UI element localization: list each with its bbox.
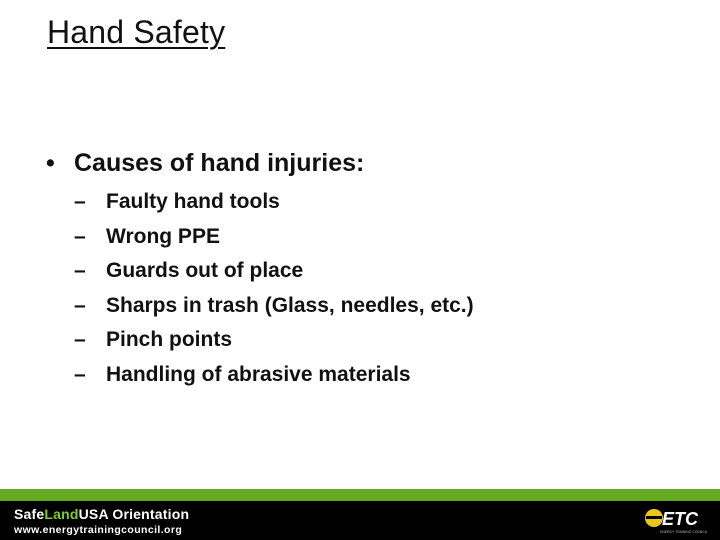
footer-accent-stripe (0, 489, 720, 501)
sub-item (74, 258, 474, 293)
brand-land: Land (44, 506, 79, 522)
footer-bar (0, 489, 720, 540)
brand-safe: Safe (14, 506, 45, 522)
sub-item (74, 189, 474, 224)
brand-rest: USA Orientation (78, 506, 190, 522)
footer-brand (14, 506, 189, 522)
dash-marker: – (74, 259, 86, 283)
sub-item-text: Wrong PPE (106, 224, 220, 248)
dash-marker: – (74, 293, 86, 317)
logo-wordmark: ETC (662, 509, 698, 529)
slide-title: Hand Safety (47, 14, 226, 50)
sub-item-text: Sharps in trash (Glass, needles, etc.) (106, 293, 474, 317)
bullet-marker: • (46, 149, 55, 177)
sub-item-text: Faulty hand tools (106, 190, 280, 213)
logo-hardhat-band (646, 516, 662, 519)
dash-marker: – (74, 328, 86, 352)
sub-item-text: Pinch points (106, 328, 232, 352)
logo-subtext: ENERGY TRAINING COUNCIL (660, 530, 708, 534)
bullet-item (46, 149, 364, 178)
dash-marker: – (74, 362, 86, 386)
sub-item-text: Guards out of place (106, 259, 304, 283)
sub-item (74, 362, 474, 397)
sub-item-list (74, 189, 474, 397)
sub-item (74, 293, 474, 328)
sub-item (74, 327, 474, 362)
sub-item-text: Handling of abrasive materials (106, 362, 411, 386)
etc-logo (644, 505, 714, 535)
footer-url: www.energytrainingcouncil.org (14, 524, 183, 536)
sub-item (74, 224, 474, 259)
dash-marker: – (74, 224, 86, 248)
bullet-text: Causes of hand injuries: (74, 149, 365, 177)
dash-marker: – (74, 190, 86, 213)
